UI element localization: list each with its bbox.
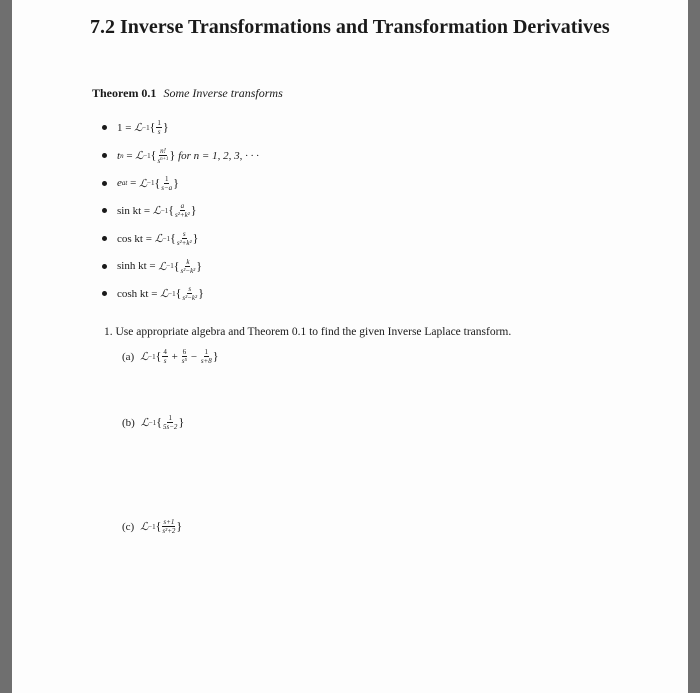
bullet-icon bbox=[102, 208, 107, 213]
theorem-heading bbox=[92, 86, 283, 101]
inverse-transform-list bbox=[102, 114, 259, 308]
fraction: $\frac{s+1}{\text{s²+2}}$ bbox=[162, 518, 176, 535]
part-b: (b) ℒ −1 { $\frac{1}{5s-2}$ } bbox=[122, 414, 185, 431]
part-c: (c) ℒ −1 { $\frac{s+1}{\text{s²+2}}$ } bbox=[122, 518, 183, 535]
fraction: $\frac{4}{s}$ bbox=[163, 348, 167, 365]
part-a: (a) ℒ −1 { $\frac{4}{s}$ + $\frac{6}{\text{s⁵}}$ − $\frac{1}{s+8}$ } bbox=[122, 348, 219, 365]
formula-suffix: for n = 1, 2, 3, · · · bbox=[178, 149, 259, 162]
fraction: $\frac{n!}{s^{n+1}}$ bbox=[157, 146, 169, 165]
list-item: cos kt = ℒ −1 { $\frac{s}{\text{s²+k²}}$ } bbox=[102, 225, 259, 253]
bullet-icon bbox=[102, 125, 107, 130]
fraction: $\frac{s}{\text{s²+k²}}$ bbox=[176, 230, 192, 248]
fraction: $\frac{k}{\text{s²−k²}}$ bbox=[180, 257, 196, 275]
list-item: 1 = ℒ −1 { $\frac{1}{s}$ } bbox=[102, 114, 259, 142]
problem-statement: 1. Use appropriate algebra and Theorem 0.1 to find the given Inverse Laplace transform. bbox=[104, 326, 512, 338]
fraction: $\frac{a}{\text{s²+k²}}$ bbox=[175, 202, 190, 220]
bullet-icon bbox=[102, 291, 107, 296]
list-item: t n = ℒ −1 { $\frac{n!}{s^{n+1}}$ } for n = 1, 2, 3, · · · bbox=[102, 142, 259, 170]
theorem-title: Some Inverse transforms bbox=[163, 86, 283, 100]
fraction: $\frac{1}{s-a}$ bbox=[161, 174, 173, 192]
list-item: cosh kt = ℒ −1 { $\frac{s}{\text{s²−k²}}$ } bbox=[102, 280, 259, 308]
fraction: $\frac{1}{s}$ bbox=[157, 119, 161, 137]
list-item: sinh kt = ℒ −1 { $\frac{k}{\text{s²−k²}}$ } bbox=[102, 252, 259, 280]
theorem-label: Theorem 0.1 bbox=[92, 86, 157, 100]
formula-lhs: 1 bbox=[117, 121, 123, 134]
list-item: sin kt = ℒ −1 { $\frac{a}{\text{s²+k²}}$ } bbox=[102, 197, 259, 225]
list-item: e at = ℒ −1 { $\frac{1}{s-a}$ } bbox=[102, 169, 259, 197]
document-page bbox=[12, 0, 688, 693]
fraction: $\frac{1}{s+8}$ bbox=[200, 348, 212, 365]
fraction: $\frac{1}{5s-2}$ bbox=[162, 414, 178, 431]
section-title: 7.2 Inverse Transformations and Transformation Derivatives bbox=[90, 16, 610, 38]
bullet-icon bbox=[102, 236, 107, 241]
bullet-icon bbox=[102, 264, 107, 269]
bullet-icon bbox=[102, 181, 107, 186]
bullet-icon bbox=[102, 153, 107, 158]
fraction: $\frac{6}{\text{s⁵}}$ bbox=[181, 348, 187, 365]
fraction: $\frac{s}{\text{s²−k²}}$ bbox=[182, 285, 198, 303]
